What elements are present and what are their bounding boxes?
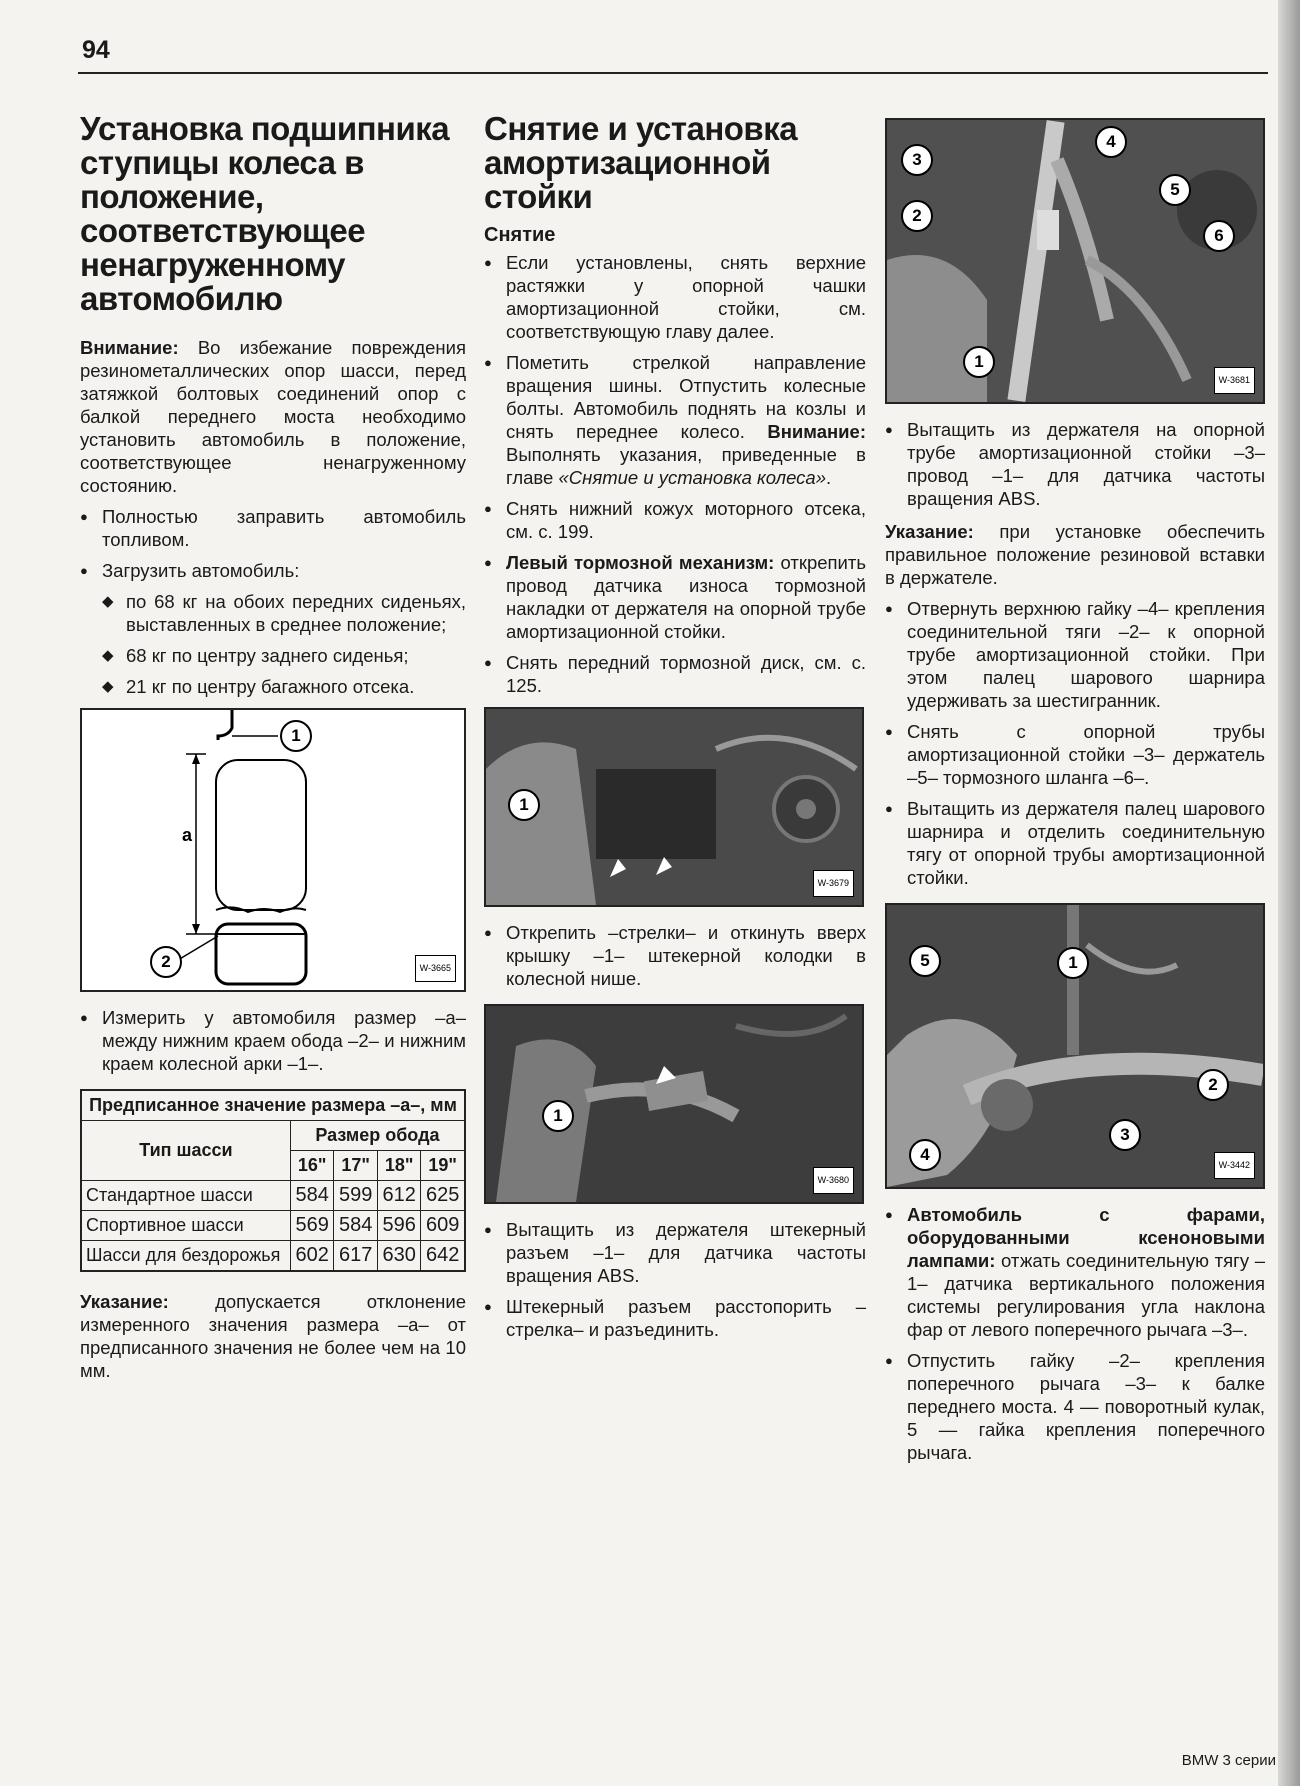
load-trunk: ◆ 21 кг по центру багажного отсека. [80,675,466,698]
step-cover: ● Снять нижний кожух моторного отсека, см. с. 199. [484,497,866,543]
cell-value: 569 [290,1211,334,1241]
table-caption: Предписанное значение размера –а–, мм [81,1090,465,1121]
step-struts: ● Если установлены, снять верхние растяжки у опорной чашки амортизационной стойки, см. соответствующую главу далее. [484,251,866,343]
page-number: 94 [82,36,110,64]
callout-1: 1 [542,1100,574,1132]
step-xenon [885,1203,1265,1341]
step-wheel-text: Пометить стрелкой направление вращения шины. Отпустить колесные болты. Автомобиль поднять на козлы и снять переднее колесо. [506,352,866,442]
step-ball-joint: ● Вытащить из держателя палец шарового шарнира и отделить соединительную тягу от опорной трубы амортизационной стойки. [885,797,1265,889]
figure-code: W-3680 [813,1167,854,1194]
cell-value: 602 [290,1241,334,1272]
photo-strut-top [887,120,1263,402]
figure-photo-control-arm [885,903,1265,1189]
note-text: допускается отклонение измеренного значения размера –а– от предписанного значения не более чем на 10 мм. [80,1291,466,1381]
warning-paragraph [80,336,466,497]
callout-2: 2 [901,200,933,232]
removal-steps [484,251,866,697]
step-wheel-warn-label: Внимание: [767,421,866,442]
step-hose-holder: ● Снять с опорной трубы амортизационной стойки –3– держатель –5– тормозного шланга –6–. [885,720,1265,789]
row-name: Спортивное шасси [81,1211,290,1241]
step-disc: ● Снять передний тормозной диск, см. с. 125. [484,651,866,697]
step-wheel [484,351,866,489]
dimension-label-a: a [182,825,193,845]
table-header-type: Тип шасси [81,1121,290,1181]
table-size-17: 17" [334,1151,378,1181]
callout-6: 6 [1203,220,1235,252]
callout-1: 1 [1057,947,1089,979]
subsection-removal: Снятие [484,224,556,246]
callout-5: 5 [1159,174,1191,206]
callout-5: 5 [909,945,941,977]
cell-value: 612 [377,1181,421,1211]
figure-code: W-3681 [1214,367,1255,394]
cell-value: 596 [377,1211,421,1241]
warning-label: Внимание: [80,337,179,358]
figure-wheel-arch-diagram [80,708,466,992]
step-pull-plug: ● Вытащить из держателя штекерный разъем –1– для датчика частоты вращения ABS. [484,1218,866,1287]
step-measure: ● Измерить у автомобиля размер –а– между нижним краем обода –2– и нижним краем колесной арки –1–. [80,1006,466,1075]
header-rule [78,72,1268,74]
figure-code: W-3442 [1214,1152,1255,1179]
note-text: при установке обеспечить правильное положение резиновой вставки в держателе. [885,521,1265,588]
load-front-seats: ◆ по 68 кг на обоих передних сиденьях, выставленных в среднее положение; [80,590,466,636]
note-paragraph-2 [885,520,1265,589]
callout-1: 1 [280,720,312,752]
figure-code: W-3679 [813,870,854,897]
load-rear-seat: ◆ 68 кг по центру заднего сиденья; [80,644,466,667]
step-wheel-ref: «Снятие и установка колеса» [558,467,826,488]
step-load: ● Загрузить автомобиль: [80,559,466,582]
table-size-18: 18" [377,1151,421,1181]
column-2 [484,112,866,1349]
table-size-19: 19" [421,1151,465,1181]
warning-text: Во избежание повреждения резинометаллических опор шасси, перед затяжкой болтовых соединений опор с балкой переднего моста необходимо установить автомобиль в положение, соответствующее ненагруженному состоянию. [80,337,466,496]
step-open-cover: ● Открепить –стрелки– и откинуть вверх крышку –1– штекерной колодки в колесной нише. [484,921,866,990]
callout-4: 4 [1095,126,1127,158]
removal-steps-3 [484,1218,866,1341]
note-paragraph [80,1290,466,1382]
step-pull-wire: ● Вытащить из держателя на опорной трубе амортизационной стойки –3– провод –1– для датчика частоты вращения ABS. [885,418,1265,510]
cell-value: 599 [334,1181,378,1211]
note-label: Указание: [885,521,974,542]
book-spine-shadow [1278,0,1300,1786]
measure-list [80,1006,466,1075]
footer-running-title: BMW 3 серии [1181,1752,1276,1769]
figure-photo-strut-top [885,118,1265,404]
callout-3: 3 [901,144,933,176]
step-nut-link: ● Отвернуть верхнюю гайку –4– крепления соединительной тяги –2– к опорной трубе амортизационной стойки. При этом палец шарового шарнира удерживать за шестигранник. [885,597,1265,712]
callout-3: 3 [1109,1119,1141,1151]
step-brake-label: Левый тормозной механизм: [506,552,775,573]
step-wheel-warn-text: Выполнять указания, приведенные в главе [506,444,866,488]
photo-connector-cover [486,709,862,905]
row-name: Стандартное шасси [81,1181,290,1211]
callout-1: 1 [963,346,995,378]
figure-code: W-3665 [415,955,456,982]
cell-value: 584 [334,1211,378,1241]
section-title-bearing: Установка подшипника ступицы колеса в положение, соответствующее ненагруженному автомобилю [80,110,450,317]
step-brake [484,551,866,643]
cell-value: 642 [421,1241,465,1272]
callout-2: 2 [1197,1069,1229,1101]
table-row [81,1211,465,1241]
step-unlock-plug: ● Штекерный разъем расстопорить –стрелка– и разъединить. [484,1295,866,1341]
cell-value: 609 [421,1211,465,1241]
cell-value: 617 [334,1241,378,1272]
table-row [81,1241,465,1272]
column-1 [80,112,466,1390]
cell-value: 625 [421,1181,465,1211]
photo-abs-plug [486,1006,862,1202]
note-label: Указание: [80,1291,169,1312]
removal-steps-6 [885,1203,1265,1464]
steps-list [80,505,466,698]
callout-1: 1 [508,789,540,821]
section-title-strut: Снятие и установка амортизационной стойки [484,110,798,215]
removal-steps-4 [885,418,1265,510]
table-size-16: 16" [290,1151,334,1181]
row-name: Шасси для бездорожья [81,1241,290,1272]
step-xenon-label: Автомобиль с фарами, оборудованными ксеноновыми лампами: [907,1204,1265,1271]
cell-value: 630 [377,1241,421,1272]
callout-4: 4 [909,1139,941,1171]
removal-steps-5 [885,597,1265,889]
table-row [81,1181,465,1211]
step-fuel: ● Полностью заправить автомобиль топливом. [80,505,466,551]
step-arm-nut: ● Отпустить гайку –2– крепления поперечного рычага –3– к балке переднего моста. 4 — поворотный кулак, 5 — гайка крепления поперечного рычага. [885,1349,1265,1464]
table-header-rim: Размер обода [290,1121,465,1151]
column-3 [885,118,1265,1472]
step-xenon-text: отжать соединительную тягу –1– датчика вертикального положения системы регулирования угла наклона фар от левого поперечного рычага –3–. [907,1250,1265,1340]
figure-photo-connector-cover [484,707,864,907]
step-brake-text: открепить провод датчика износа тормозной накладки от держателя на опорной трубе амортизационной стойки. [506,552,866,642]
removal-steps-2 [484,921,866,990]
callout-2: 2 [150,946,182,978]
cell-value: 584 [290,1181,334,1211]
wheel-arch-drawing [82,710,464,990]
dimension-table [80,1089,466,1272]
step-wheel-end: . [826,467,832,488]
figure-photo-abs-plug [484,1004,864,1204]
